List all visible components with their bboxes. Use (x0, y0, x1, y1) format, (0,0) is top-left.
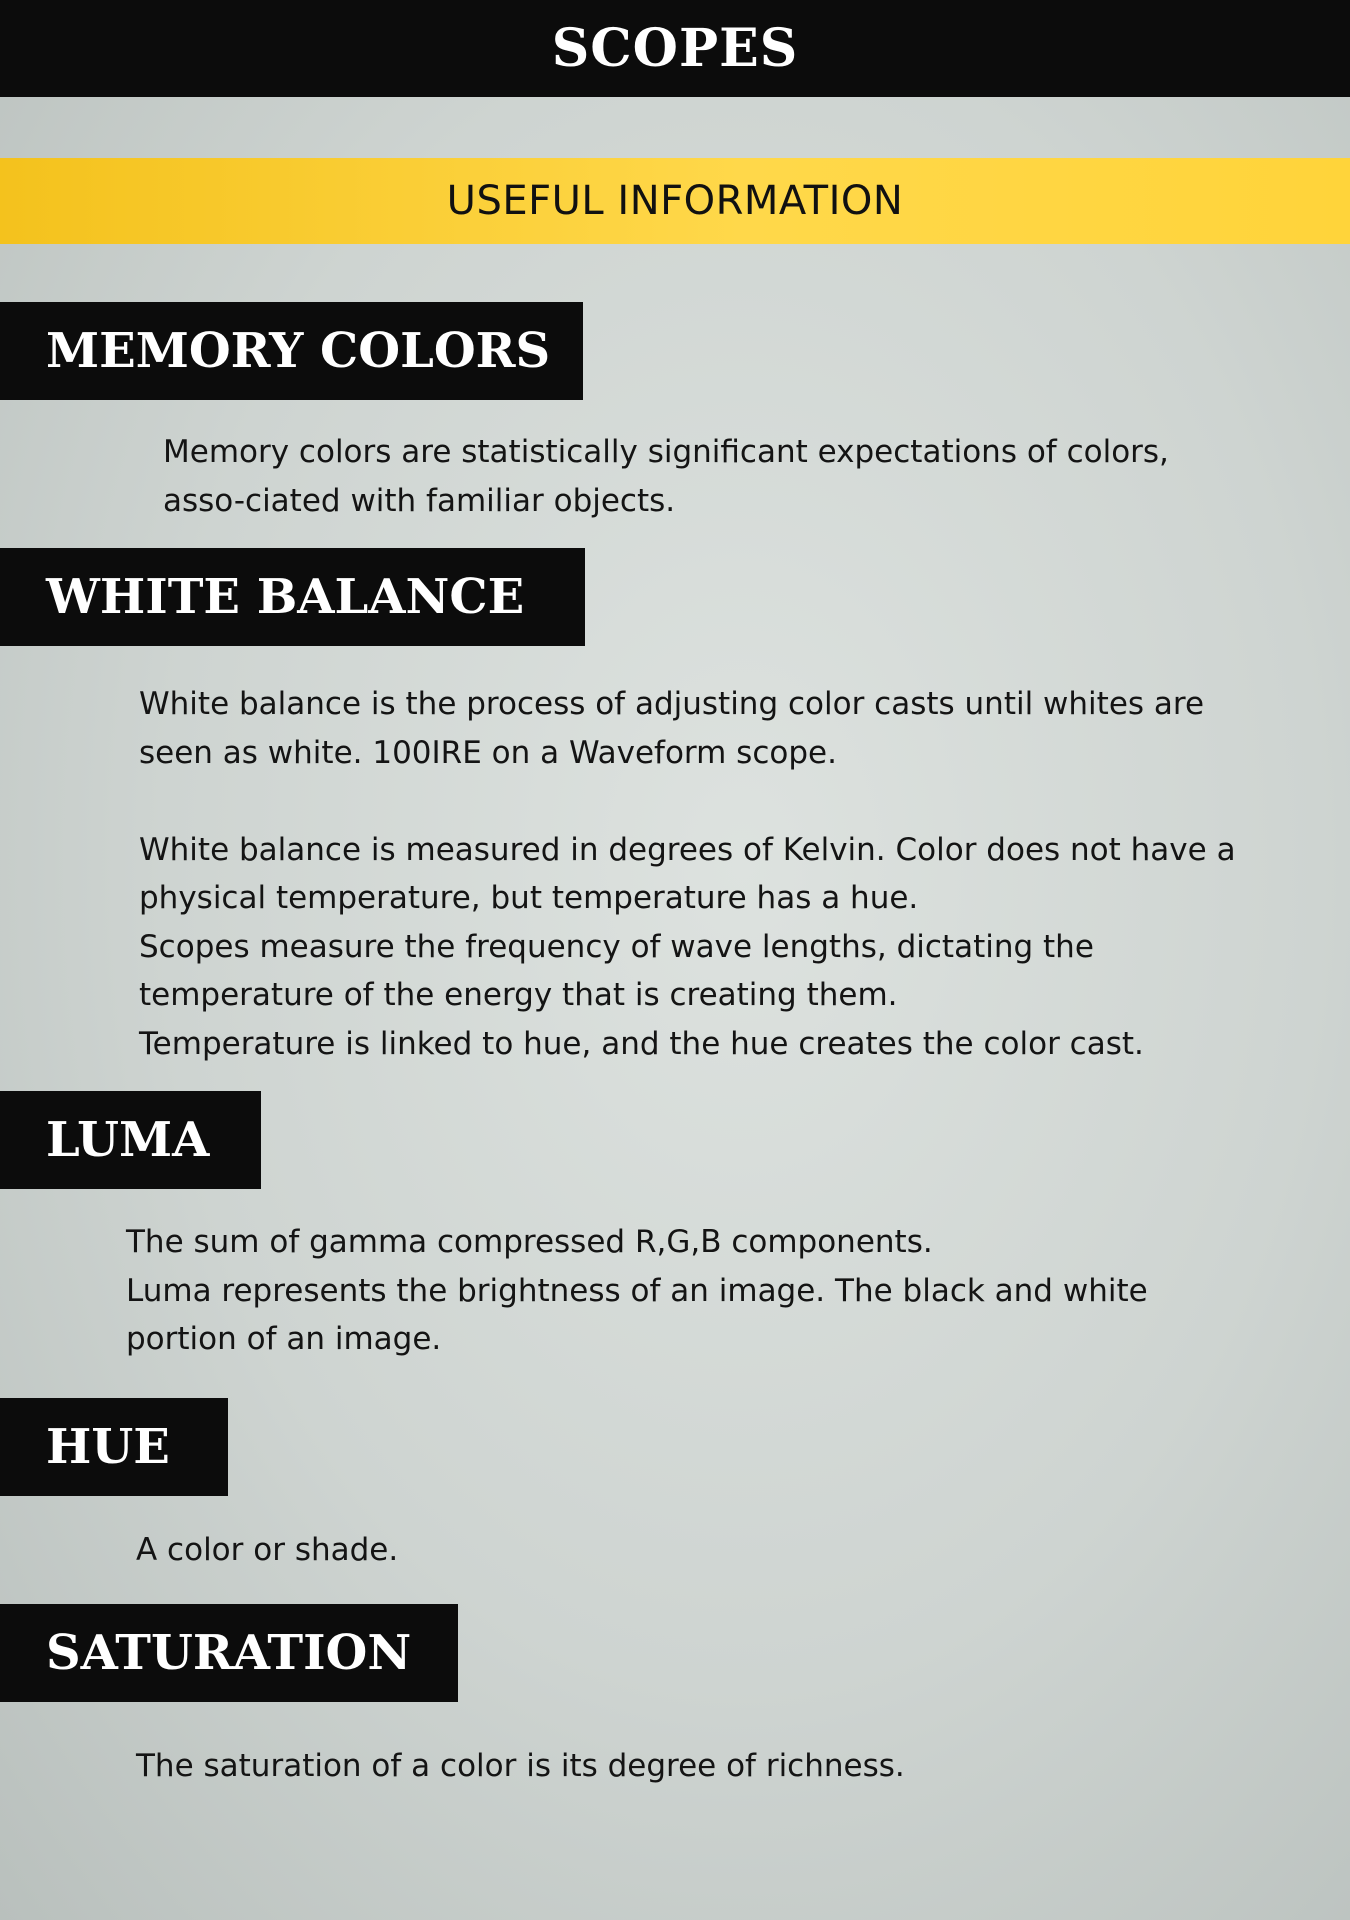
memory-colors-heading-text: MEMORY COLORS (46, 323, 551, 379)
useful-information-banner (0, 158, 1350, 244)
white-balance-text (139, 680, 1249, 1068)
luma-heading (0, 1091, 261, 1189)
luma-paragraph-2: Luma represents the brightness of an image. The black and white portion of an image. (126, 1272, 1148, 1357)
white-balance-paragraph-1: White balance is the process of adjusting color casts until whites are seen as white. 100IRE on a Waveform scope. (139, 686, 1205, 771)
white-balance-heading (0, 548, 585, 646)
hue-paragraph: A color or shade. (136, 1532, 399, 1568)
hue-heading-text: HUE (46, 1419, 170, 1475)
luma-paragraph-1: The sum of gamma compressed R,G,B components. (126, 1224, 933, 1260)
paragraph-gap (139, 777, 1249, 826)
white-balance-paragraph-2: White balance is measured in degrees of Kelvin. Color does not have a physical temperature, but temperature has a hue. (139, 831, 1236, 916)
saturation-paragraph: The saturation of a color is its degree of richness. (136, 1748, 905, 1784)
banner-text: USEFUL INFORMATION (446, 178, 904, 224)
luma-text (126, 1218, 1236, 1364)
white-balance-paragraph-4: Temperature is linked to hue, and the hue creates the color cast. (139, 1025, 1144, 1062)
page-title: SCOPES (551, 18, 799, 79)
hue-text (136, 1526, 1236, 1575)
white-balance-heading-text: WHITE BALANCE (46, 569, 525, 625)
title-bar (0, 0, 1350, 97)
hue-heading (0, 1398, 228, 1496)
luma-heading-text: LUMA (46, 1112, 210, 1168)
saturation-heading (0, 1604, 458, 1702)
saturation-heading-text: SATURATION (46, 1625, 412, 1681)
memory-colors-paragraph: Memory colors are statistically significant expectations of colors, asso-ciated with familiar objects. (163, 434, 1169, 519)
memory-colors-text (163, 428, 1183, 525)
white-balance-paragraph-3: Scopes measure the frequency of wave lengths, dictating the temperature of the energy that is creating them. (139, 928, 1094, 1013)
saturation-text (136, 1742, 1236, 1791)
memory-colors-heading (0, 302, 583, 400)
